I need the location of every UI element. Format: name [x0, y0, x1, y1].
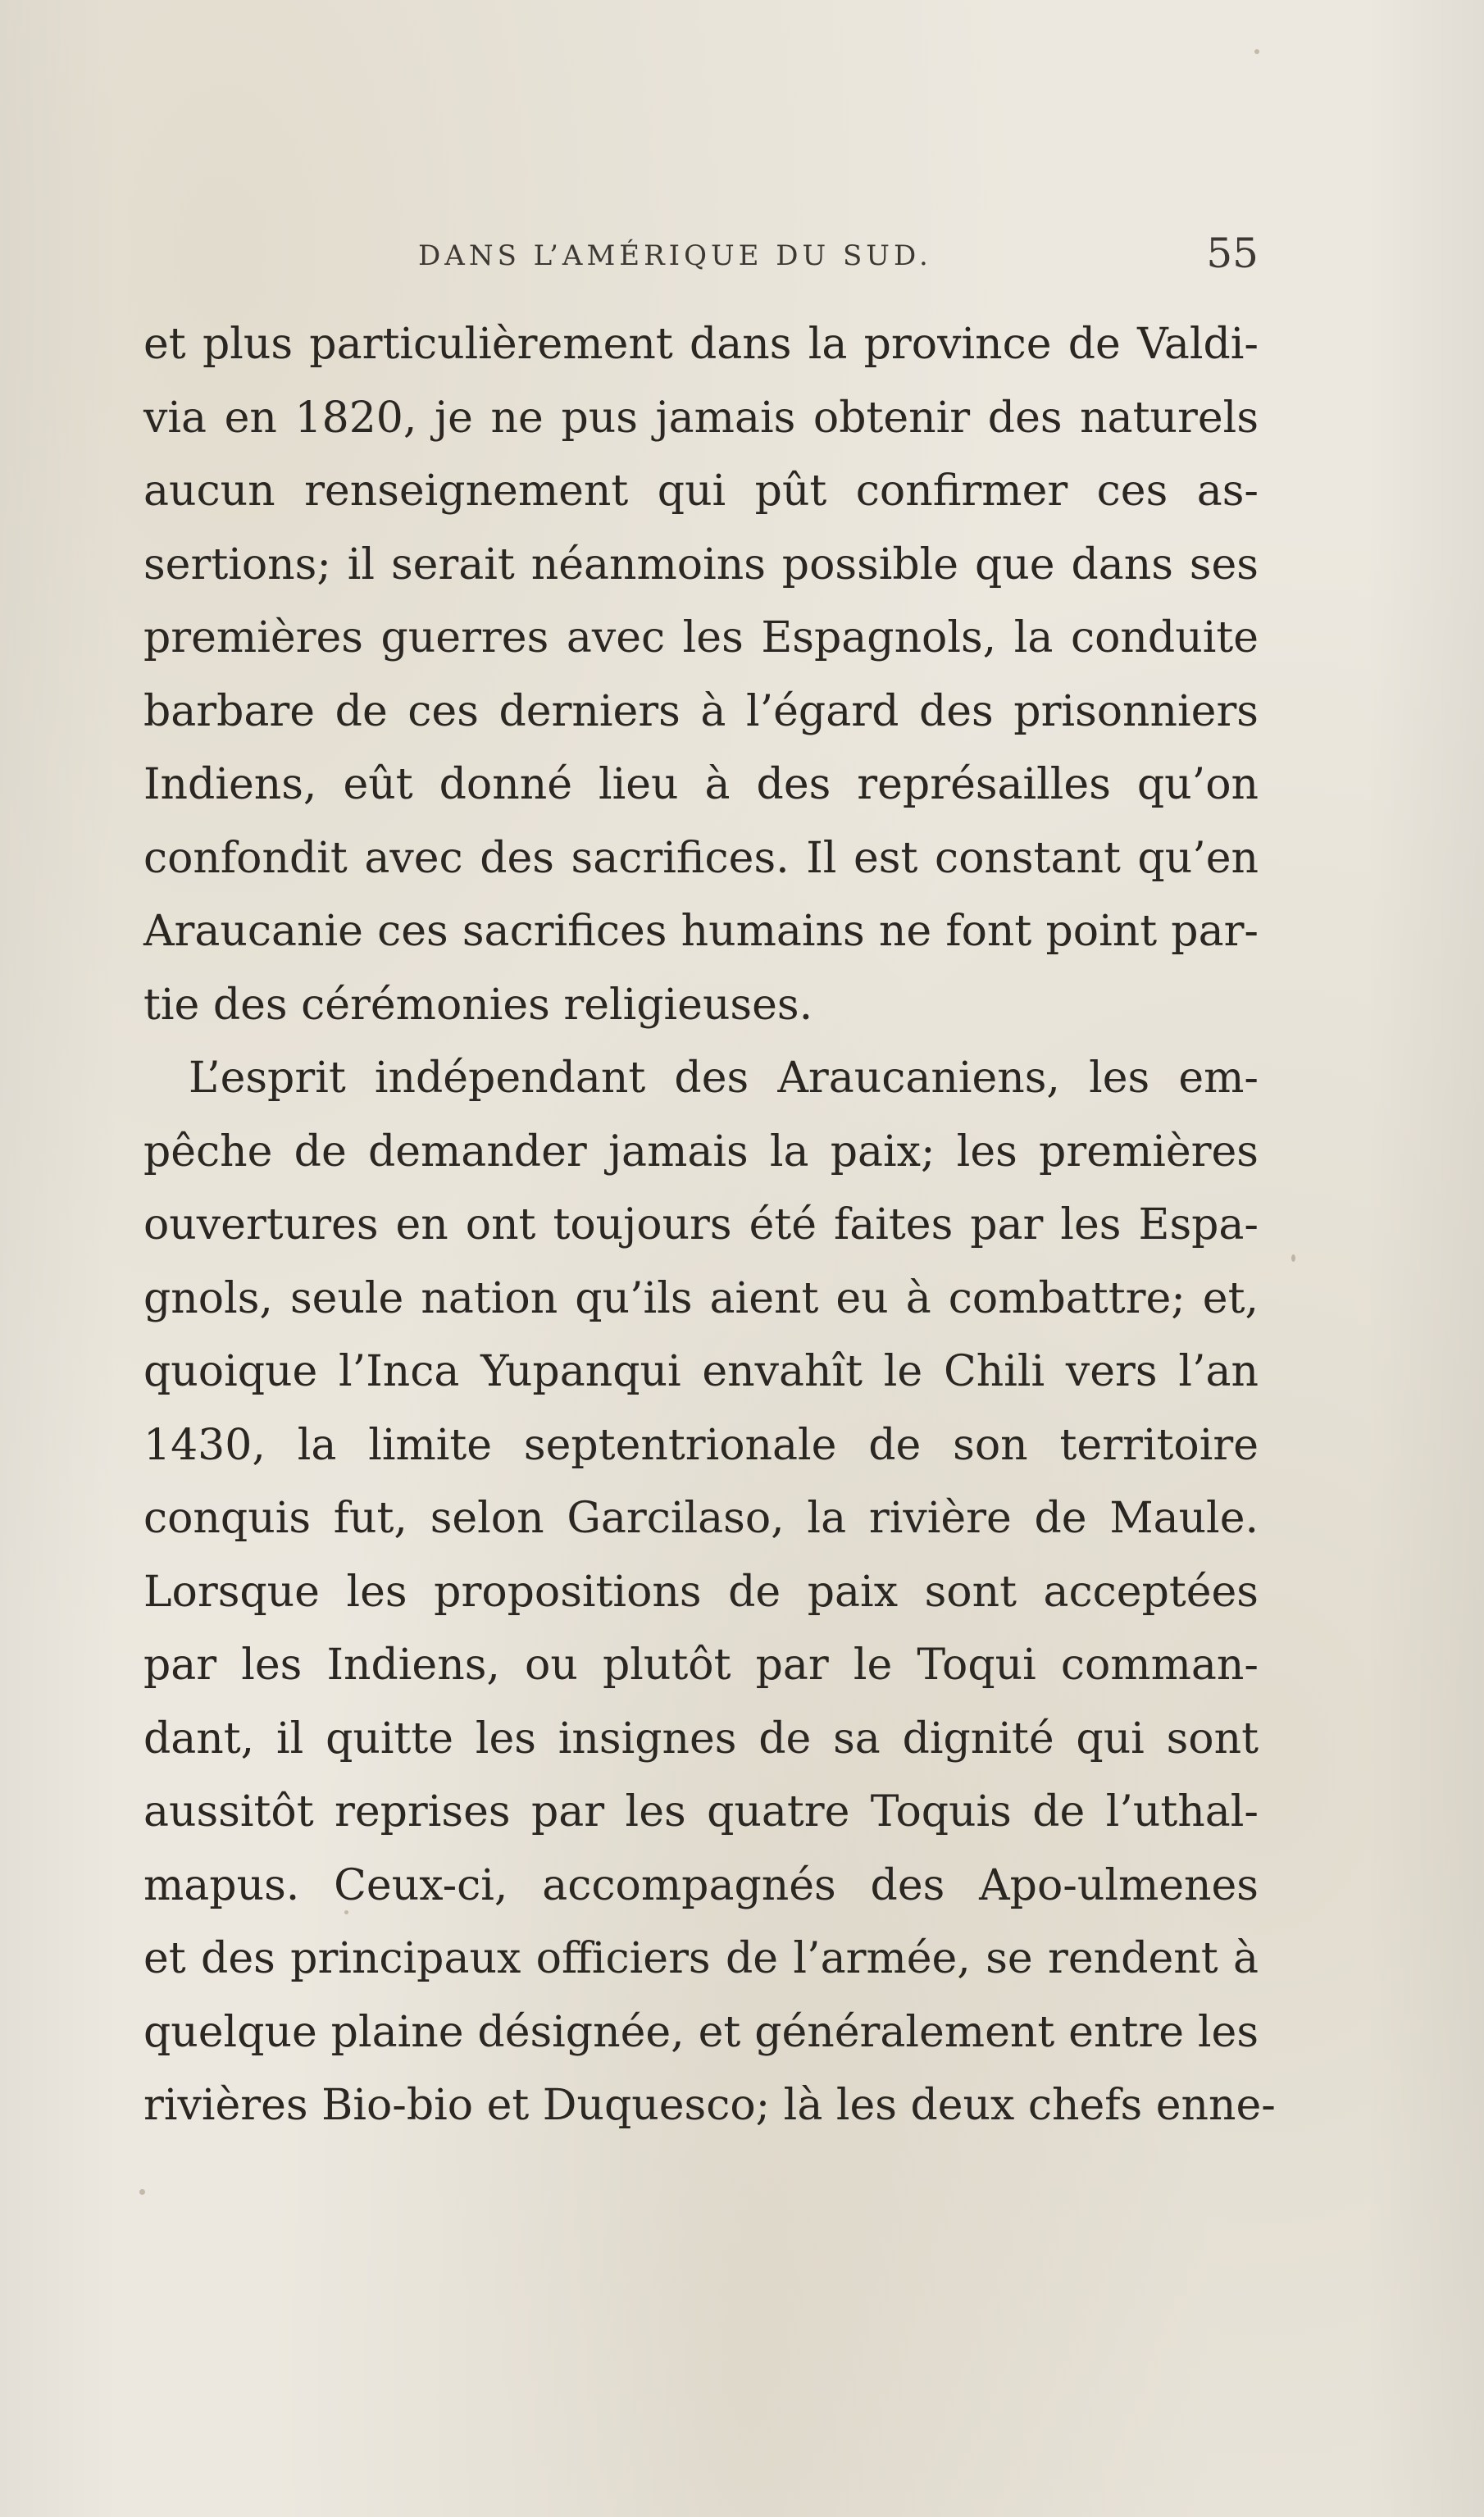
- text-line: confondit avec des sacrifices. Il est constant qu’en: [143, 833, 1259, 883]
- text-line: gnols, seule nation qu’ils aient eu à combattre; et,: [143, 1273, 1259, 1323]
- text-line: pêche de demander jamais la paix; les premières: [143, 1127, 1259, 1177]
- text-line: Araucanie ces sacrifices humains ne font point par-: [143, 907, 1259, 956]
- paper-speck: [139, 2189, 145, 2195]
- text-line-paragraph-start: L’esprit indépendant des Araucaniens, les em-: [189, 1054, 1259, 1103]
- text-line: quoique l’Inca Yupanqui envahît le Chili vers l’an: [143, 1347, 1259, 1396]
- text-line: ouvertures en ont toujours été faites par les Espa-: [143, 1200, 1259, 1249]
- text-line: 1430, la limite septentrionale de son territoire: [143, 1420, 1259, 1470]
- paper-speck: [1254, 49, 1259, 54]
- page-number: 55: [1206, 230, 1259, 277]
- text-line: aucun renseignement qui pût confirmer ces as-: [143, 467, 1259, 516]
- text-line: via en 1820, je ne pus jamais obtenir des naturels: [143, 393, 1259, 443]
- text-line: dant, il quitte les insignes de sa dignité qui sont: [143, 1714, 1259, 1764]
- text-line: et plus particulièrement dans la province de Valdi-: [143, 320, 1259, 369]
- text-line: quelque plaine désignée, et généralement entre les: [143, 2007, 1259, 2057]
- page-header: [143, 231, 1259, 280]
- text-line: et des principaux officiers de l’armée, se rendent à: [143, 1934, 1259, 1983]
- text-line: Lorsque les propositions de paix sont acceptées: [143, 1567, 1259, 1617]
- text-line: mapus. Ceux-ci, accompagnés des Apo-ulmenes: [143, 1860, 1259, 1910]
- text-line: Indiens, eût donné lieu à des représailles qu’on: [143, 760, 1259, 809]
- text-line: par les Indiens, ou plutôt par le Toqui comman-: [143, 1641, 1259, 1690]
- text-line: aussitôt reprises par les quatre Toquis de l’uthal-: [143, 1787, 1259, 1837]
- paper-speck: [1291, 1254, 1295, 1262]
- text-line: premières guerres avec les Espagnols, la conduite: [143, 613, 1259, 662]
- text-line: rivières Bio-bio et Duquesco; là les deux chefs enne-: [143, 2081, 1276, 2130]
- running-title: DANS L’AMÉRIQUE DU SUD.: [418, 239, 932, 272]
- paper-speck: [344, 1910, 348, 1914]
- text-line-paragraph-end: tie des cérémonies religieuses.: [143, 980, 813, 1030]
- text-line: sertions; il serait néanmoins possible que dans ses: [143, 539, 1259, 589]
- text-line: barbare de ces derniers à l’égard des prisonniers: [143, 686, 1259, 736]
- text-line: conquis fut, selon Garcilaso, la rivière de Maule.: [143, 1494, 1259, 1543]
- body-text: [143, 308, 1276, 2143]
